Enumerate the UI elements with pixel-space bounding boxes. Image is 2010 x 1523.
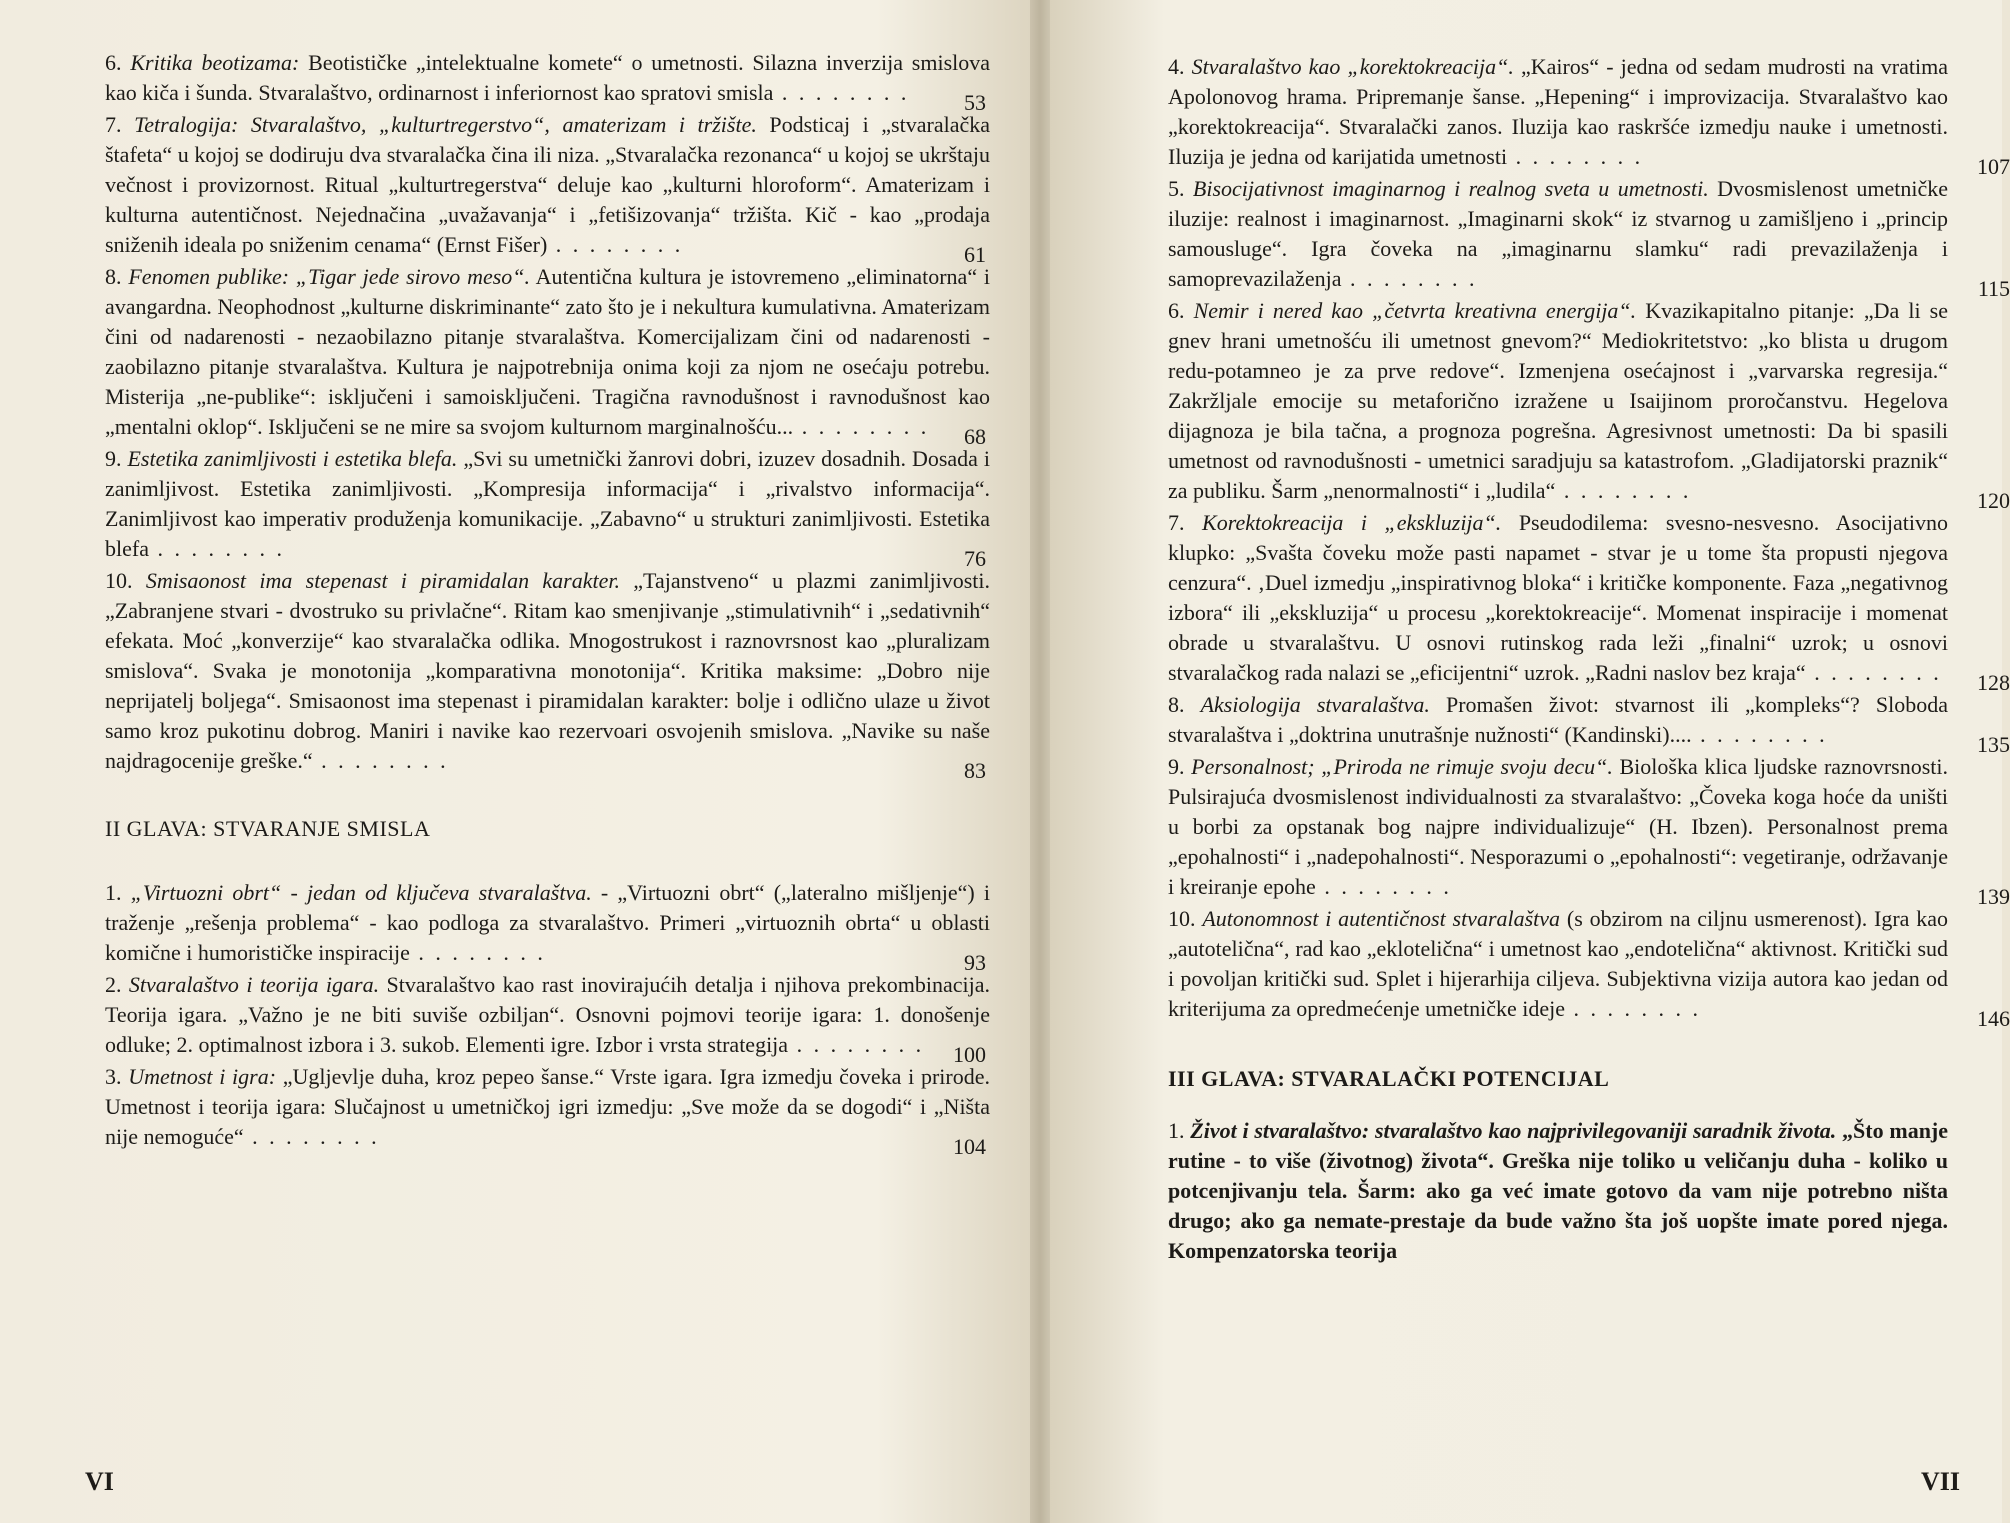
toc-entry-page: 115 <box>1977 276 2010 301</box>
toc-entry-number: 7. <box>1168 510 1185 535</box>
toc-entry-title: Stvaralaštvo i teorija igara. <box>128 972 380 997</box>
toc-entry <box>105 1062 990 1159</box>
toc-entry-title: Fenomen publike: „Tigar jede sirovo meso“. <box>128 264 531 289</box>
toc-entry-summary: Autentična kultura je istovremeno „eliminatorna“ i avangardna. Neophodnost „kulturne diskriminante“ zato što je i nekultura kumulativna. Amaterizam čini od nadarenosti - nezaobilazno pitanje stvaralaštva. Komercijalizam čini od nadarenosti - zaobilazno pitanje stvaralaštva. Kultura je najpotrebnija onima koji za njom ne osećaju potrebu. Misterija „ne-publike“: isključeni i samoisključeni. Tragična ravnodušnost i ravnodušnost kao „mentalni oklop“. Isključeni se ne mire sa svojom kulturnom marginalnošću... <box>105 264 991 439</box>
left-toc-entries-top <box>105 48 991 783</box>
toc-entry-title: Život i stvaralaštvo: stvaralaštvo kao najprivilegovaniji saradnik života. <box>1190 1118 1837 1143</box>
toc-entry <box>1168 174 2010 301</box>
toc-entry-page: 107 <box>1977 154 2010 179</box>
dot-leader: . . . . . . . . <box>148 536 285 561</box>
toc-entry-page: 93 <box>964 950 986 975</box>
toc-entry-title: Umetnost i igra: <box>128 1064 277 1089</box>
toc-entry-page: 104 <box>953 1134 986 1159</box>
toc-entry-number: 8. <box>105 264 122 289</box>
toc-entry-summary: Kvazikapitalno pitanje: „Da li se gnev hrani umetnošću ili umetnost gnevom?“ Mediokritetstvo: „ko blista u drugom redu-potamneo je za prve redove“. Izmenjena osećajnost i „varvarska regresija.“ Zakržljale emocije su metaforično izražene u Isaijinom proročanstvu. Hegelova dijagnoza je bila tačna, a prognoza pogrešna. Agresivnost umetnosti: Da bi spasili umetnost od ravnodušnosti - umetnici saradjuju sa katastrofom. „Gladijatorski praznik“ za publiku. Šarm „nenormalnosti“ i „ludila“ <box>1168 298 1949 503</box>
toc-entry <box>105 444 991 571</box>
toc-entry <box>1168 690 2010 757</box>
toc-entry-title: Tetralogija: Stvaralaštvo, „kulturtregerstvo“, amaterizam i tržište. <box>134 112 757 137</box>
toc-entry-title: Aksiologija stvaralaštva. <box>1200 692 1430 717</box>
dot-leader: . . . . . . . . <box>793 414 930 439</box>
dot-leader: . . . . . . . . <box>1555 478 1692 503</box>
toc-entry-title: Estetika zanimljivosti i estetika blefa. <box>127 446 458 471</box>
toc-entry-summary: Biološka klica ljudske raznovrsnosti. Pulsirajuća dvosmislenost individualnosti za stvaralaštvo: „Čoveka koga hoće da uništi u borbi za opstanak bog najpre individualizuje“ (H. Ibzen). Personalnost prema „epohalnosti“ i „nadepohalnosti“. Nesporazumi o „epohalnosti“: vegetiranje, održavanje i kreiranje epohe <box>1168 754 1949 899</box>
toc-entry <box>105 970 991 1067</box>
dot-leader: . . . . . . . . <box>1315 874 1452 899</box>
toc-entry <box>1168 904 2010 1031</box>
toc-entry-page: 61 <box>964 242 986 267</box>
dot-leader: . . . . . . . . <box>788 1032 925 1057</box>
page-number-left: VI <box>85 1467 114 1496</box>
toc-entry-summary: Beotističke „intelektualne komete“ o umetnosti. Silazna inverzija smislova kao kiča i šunda. Stvaralaštvo, ordinarnost i inferiornost kao spratovi smisla <box>105 50 991 105</box>
toc-entry-number: 1. <box>1168 1118 1185 1143</box>
toc-entry-number: 8. <box>1168 692 1185 717</box>
dot-leader: . . . . . . . . <box>1565 996 1702 1021</box>
page-number-right: VII <box>1920 1467 1960 1496</box>
chapter-heading-iii: III GLAVA: STVARALAČKI POTENCIJAL <box>1168 1066 1610 1091</box>
toc-entry-summary: Podsticaj i „stvaralačka štafeta“ u kojoj se dodiruju dva stvaralačka čina ili niza. „Stvaralačka rezonanca“ u kojoj se ukrštaju večnost i provizornost. Ritual „kulturtregerstva“ deluje kao „kulturni hloroform“. Amaterizam i kulturna autentičnost. Nejednačina „uvažavanja“ i „fetišizovanja“ tržišta. Kič - kao „prodaja sniženih ideala po sniženim cenama“ (Ernst Fišer) <box>105 112 990 257</box>
toc-entry <box>1168 508 2010 695</box>
toc-entry <box>105 110 990 267</box>
toc-entry-number: 10. <box>1168 906 1196 931</box>
toc-entry-number: 10. <box>105 568 133 593</box>
toc-entry-number: 1. <box>105 880 122 905</box>
toc-entry-number: 9. <box>105 446 122 471</box>
toc-entry-summary: „Ugljevlje duha, kroz pepeo šanse.“ Vrste igara. Igra izmedju čoveka i prirode. Umetnost i teorija igara: Slučajnost u umetničkoj igri izmedju: „Sve može da se dogodi“ i „Ništa nije nemoguće“ <box>105 1064 990 1149</box>
chapter-heading-ii: II GLAVA: STVARANJE SMISLA <box>105 816 431 841</box>
dot-leader: . . . . . . . . <box>1691 722 1828 747</box>
toc-entry-page: 135 <box>1977 732 2010 757</box>
toc-entry-page: 76 <box>964 546 986 571</box>
toc-entry <box>105 48 991 115</box>
toc-entry-page: 146 <box>1977 1006 2010 1031</box>
dot-leader: . . . . . . . . <box>1805 660 1942 685</box>
dot-leader: . . . . . . . . <box>409 940 546 965</box>
toc-entry-page: 128 <box>1977 670 2010 695</box>
dot-leader: . . . . . . . . <box>243 1124 380 1149</box>
right-toc-column <box>1168 52 2010 1266</box>
dot-leader: . . . . . . . . <box>773 80 910 105</box>
toc-entry-summary: Pseudodilema: svesno-nesvesno. Asocijativno klupko: „Svašta čoveku može pasti napamet - stvar je u tome šta propusti njegova cenzura“. ‚Duel izmedju „inspirativnog bloka“ i kritičke komponente. Faza „negativnog izbora“ ili „ekskluzija“ u procesu „korektokreacije“. Momenat inspiracije i momenat obrade u stvaralaštvu. U osnovi rutinskog rada leži „finalni“ uzrok; u osnovi stvaralačkog rada nalazi se „eficijentni“ uzrok. „Radni naslov bez kraja“ <box>1168 510 1949 685</box>
toc-entry-page: 53 <box>964 90 986 115</box>
toc-entry-page: 120 <box>1977 488 2010 513</box>
dot-leader: . . . . . . . . <box>312 748 449 773</box>
toc-entry-number: 5. <box>1168 176 1185 201</box>
toc-entry-number: 3. <box>105 1064 122 1089</box>
toc-entry-summary: „Kairos“ - jedna od sedam mudrosti na vratima Apolonovog hrama. Pripremanje šanse. „Hepening“ i improvizacija. Stvaralaštvo kao „korektokreacija“. Stvaralački zanos. Iluzija kao raskršće izmedju nauke i umetnosti. Iluzija je jedna od karijatida umetnosti <box>1168 54 1949 169</box>
toc-entry-title: Autonomnost i autentičnost stvaralaštva <box>1202 906 1561 931</box>
right-toc-entries-top <box>1168 52 2010 1031</box>
toc-entry-page: 83 <box>964 758 986 783</box>
toc-entry-number: 6. <box>105 50 122 75</box>
toc-entry-summary: Dvosmislenost umetničke iluzije: realnost i imaginarnost. „Imaginarni skok“ iz stvarnog u zamišljeno i „princip samousluge“. Igra čoveka na „imaginarnu slamku“ radi prevazilaženja i samoprevazilaženja <box>1168 176 1948 291</box>
toc-entry-title: Smisaonost ima stepenast i piramidalan karakter. <box>145 568 620 593</box>
left-toc-entries-bottom <box>105 878 991 1159</box>
toc-entry <box>105 878 990 975</box>
dot-leader: . . . . . . . . <box>547 232 684 257</box>
toc-entry-summary: „Što manje rutine - to više (životnog) života“. Greška nije toliko u veličanju duha - koliko u potcenjivanju tela. Šarm: ako ga već imate gotovo da vam nije potrebno ništa drugo; ako ga nemate-prestaje da bude važno šta još uopšte imate pored njega. Kompenzatorska teorija <box>1168 1118 1949 1263</box>
toc-entry <box>1168 296 2010 513</box>
toc-entry-summary: „Svi su umetnički žanrovi dobri, izuzev dosadnih. Dosada i zanimljivost. Estetika zanimljivosti. „Kompresija informacija“ i „rivalstvo informacija“. Zanimljivost kao imperativ produženja komunikacije. „Zabavno“ u strukturi zanimljivosti. Estetika blefa <box>105 446 991 561</box>
toc-entry-title: Personalnost; „Priroda ne rimuje svoju decu“. <box>1191 754 1613 779</box>
toc-entry-summary: „Tajanstveno“ u plazmi zanimljivosti. „Zabranjene stvari - dvostruko su privlačne“. Ritam kao smenjivanje „stimulativnih“ i „sedativnih“ efekata. Moć „konverzije“ kao stvaralačka odlika. Mnogostrukost i raznovrsnost kao „pluralizam smislova“. Svaka je monotonija „komparativna monotonija“. Kritika maksime: „Dobro nije neprijatelj boljega“. Smisaonost ima stepenast i piramidalan karakter: bolje i odlično ulaze u život samo kroz pukotinu dobrog. Maniri i navike kao rezervoari osvojenih smislova. „Navike su naše najdragocenije greške.“ <box>105 568 990 773</box>
toc-entry <box>105 262 991 449</box>
toc-entry-page: 139 <box>1977 884 2010 909</box>
toc-entry-number: 2. <box>105 972 122 997</box>
toc-entry-number: 9. <box>1168 754 1185 779</box>
toc-entry-title: Stvaralaštvo kao „korektokreacija“. <box>1191 54 1514 79</box>
toc-entry <box>105 566 990 783</box>
toc-entry-page: 68 <box>964 424 986 449</box>
toc-entry-number: 6. <box>1168 298 1185 323</box>
toc-entry-page: 100 <box>953 1042 986 1067</box>
toc-entry-number: 4. <box>1168 54 1185 79</box>
toc-entry-number: 7. <box>105 112 122 137</box>
toc-entry-summary: Promašen život: stvarnost ili „kompleks“? Sloboda stvaralaštva i „doktrina unutrašnje nužnosti“ (Kandinski).... <box>1168 692 1948 747</box>
toc-entry-title: „Virtuozni obrt“ - jedan od ključeva stvaralaštva. <box>130 880 592 905</box>
toc-entry-title: Korektokreacija i „ekskluzija“. <box>1202 510 1502 535</box>
toc-entry-title: Nemir i nered kao „četvrta kreativna energija“. <box>1193 298 1637 323</box>
right-toc-entries-bottom <box>1168 1116 1948 1266</box>
toc-entry <box>1168 52 2010 179</box>
dot-leader: . . . . . . . . <box>1341 266 1478 291</box>
dot-leader: . . . . . . . . <box>1507 144 1644 169</box>
right-page <box>1050 0 2010 1523</box>
toc-entry <box>1168 752 2010 909</box>
toc-entry-title: Kritika beotizama: <box>130 50 300 75</box>
toc-entry-title: Bisocijativnost imaginarnog i realnog sveta u umetnosti. <box>1192 176 1709 201</box>
toc-entry-summary: Stvaralaštvo kao rast inovirajućih detalja i njihova prekombinacija. Teorija igara. „Važno je ne biti suviše ozbiljan“. Osnovni pojmovi teorije igara: 1. donošenje odluke; 2. optimalnost izbora i 3. sukob. Elementi igre. Izbor i vrsta strategija <box>105 972 991 1057</box>
toc-entry <box>1168 1116 1948 1266</box>
toc-entry-summary: - „Virtuozni obrt“ („lateralno mišljenje“) i traženje „rešenja problema“ - kao podloga za stvaralaštvo. Primeri „virtuoznih obrta“ u oblasti komične i humorističke inspiracije <box>105 880 990 965</box>
book-gutter <box>1030 0 1050 1523</box>
toc-entry-summary: (s obzirom na ciljnu usmerenost). Igra kao „autotelična“, rad kao „eklotelična“ i umetnost kao „endotelična“ aktivnost. Kritički sud i povoljan kritički sud. Splet i hijerarhija ciljeva. Subjektivna vizija autora kao jedan od kriterijuma za opredmećenje umetničke ideje <box>1168 906 1949 1021</box>
left-toc-column <box>105 48 991 1159</box>
